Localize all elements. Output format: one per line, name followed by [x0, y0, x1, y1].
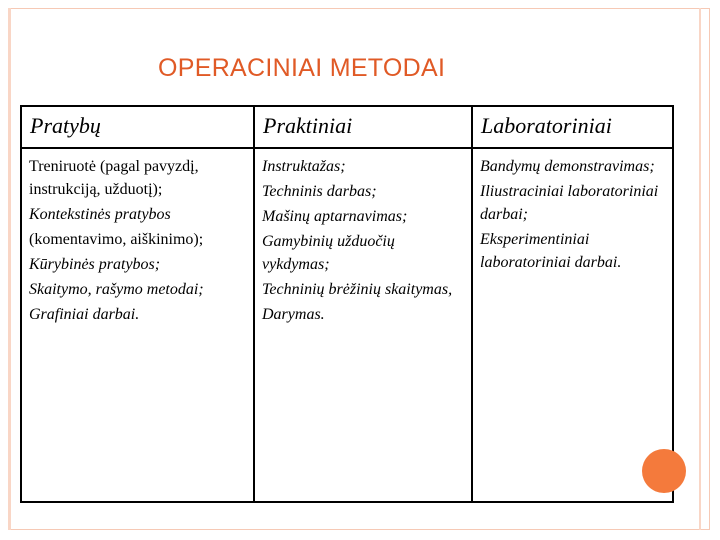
list-item: Instruktažas;: [262, 158, 346, 175]
cell-praktiniai: [254, 148, 472, 502]
header-row: [21, 106, 673, 148]
list-item: Kūrybinės pratybos;: [29, 256, 161, 273]
right-decor-bar: [699, 8, 701, 530]
list-item: Skaitymo, rašymo metodai;: [29, 281, 204, 298]
list-item: Gamybinių užduočių vykdymas;: [262, 233, 395, 273]
list-item: Iliustraciniai laboratoriniai darbai;: [480, 183, 659, 223]
slide-title: OPERACINIAI METODAI: [158, 54, 446, 82]
list-item: Bandymų demonstravimas;: [480, 158, 655, 175]
list-item: (komentavimo, aiškinimo);: [29, 231, 204, 248]
list-item: Treniruotė (pagal pavyzdį, instrukciją, užduotį);: [29, 158, 199, 198]
left-decor-bar: [8, 8, 11, 530]
header-laboratoriniai: Laboratoriniai: [472, 106, 673, 148]
header-pratybu: Pratybų: [21, 106, 254, 148]
list-item: Mašinų aptarnavimas;: [262, 208, 408, 225]
list-item: Techninių brėžinių skaitymas,: [262, 281, 453, 298]
list-item: Techninis darbas;: [262, 183, 377, 200]
list-item: Eksperimentiniai laboratoriniai darbai.: [480, 231, 622, 271]
list-item: Kontekstinės pratybos: [29, 206, 171, 223]
list-item: Grafiniai darbai.: [29, 306, 140, 323]
content-row: [21, 148, 673, 502]
methods-table: [20, 105, 674, 503]
header-praktiniai: Praktiniai: [254, 106, 472, 148]
cell-laboratoriniai: [472, 148, 673, 502]
decorative-circle: [642, 449, 686, 493]
list-item: Darymas.: [262, 306, 325, 323]
cell-pratybu: [21, 148, 254, 502]
